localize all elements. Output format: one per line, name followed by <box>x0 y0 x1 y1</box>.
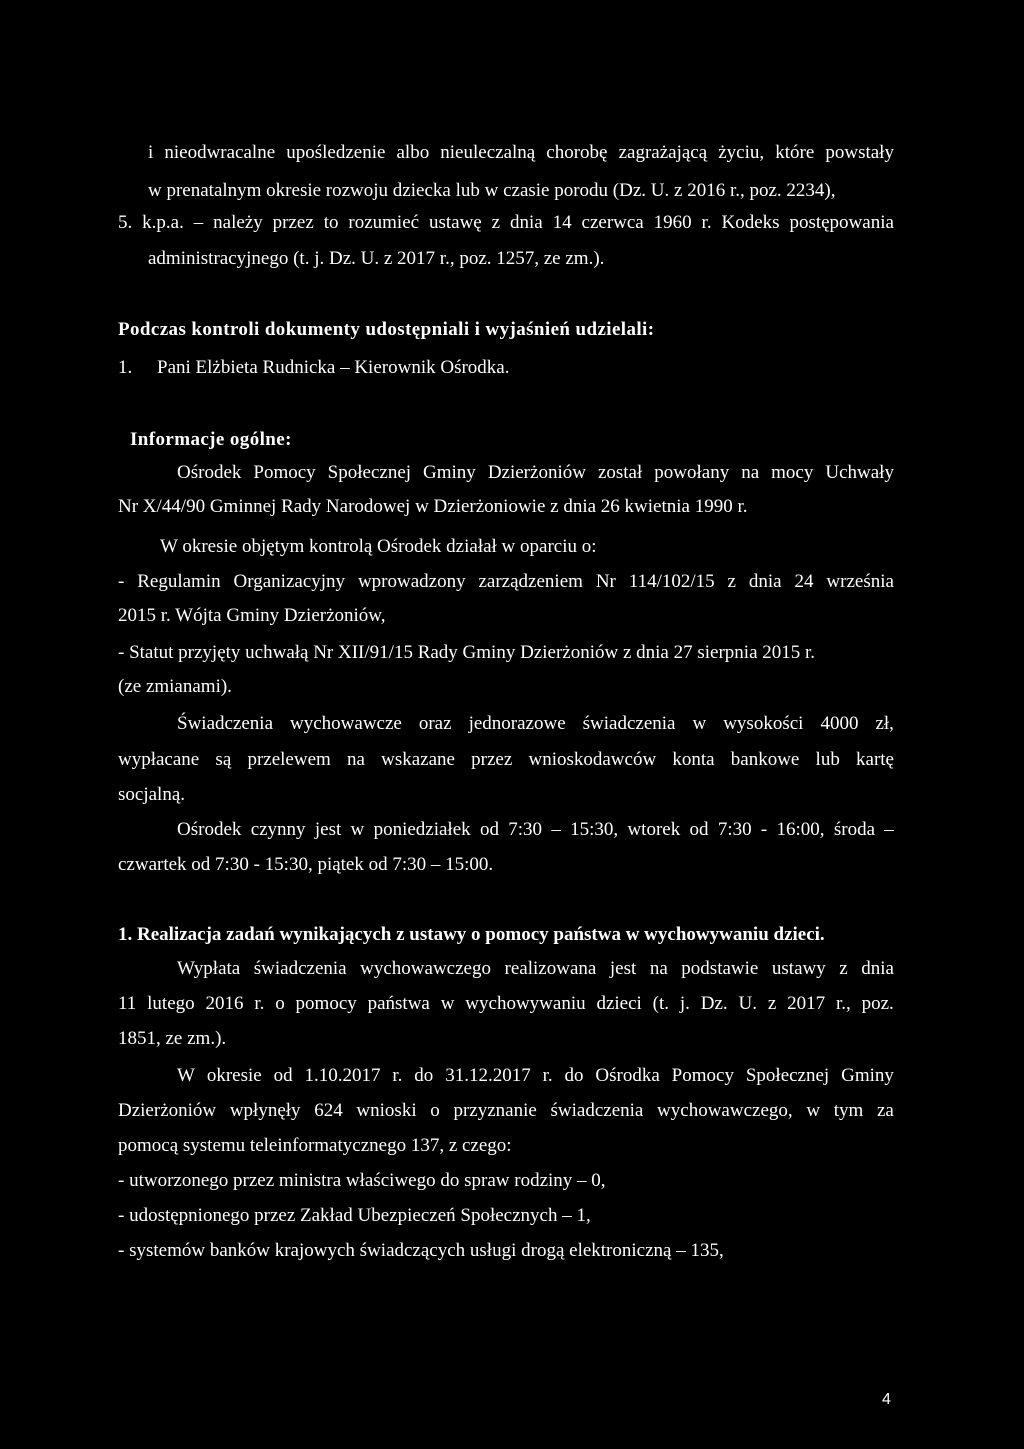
section1-p1-line-1: Wypłata świadczenia wychowawczego realizowana jest na podstawie ustawy z dnia <box>177 958 894 979</box>
general-p2-line-5: (ze zmianami). <box>118 676 232 697</box>
page-number: 4 <box>882 1391 891 1408</box>
section1-list-item-3: - systemów banków krajowych świadczących usługi drogą elektroniczną – 135, <box>118 1240 724 1261</box>
general-p1-line-2: Nr X/44/90 Gminnej Rady Narodowej w Dzierżoniowie z dnia 26 kwietnia 1990 r. <box>118 496 748 517</box>
general-p1-line-1: Ośrodek Pomocy Społecznej Gminy Dzierżoniów został powołany na mocy Uchwały <box>177 462 894 483</box>
section1-list-item-2: - udostępnionego przez Zakład Ubezpieczeń Społecznych – 1, <box>118 1205 591 1226</box>
general-p4-line-2: czwartek od 7:30 - 15:30, piątek od 7:30 – 15:00. <box>118 854 494 875</box>
inspection-item-text: Pani Elżbieta Rudnicka – Kierownik Ośrodka. <box>157 357 510 378</box>
section1-p2-line-3: pomocą systemu teleinformatycznego 137, z czego: <box>118 1135 512 1156</box>
section1-p2-line-1: W okresie od 1.10.2017 r. do 31.12.2017 r. do Ośrodka Pomocy Społecznej Gminy <box>177 1065 894 1086</box>
general-p2-line-1: W okresie objętym kontrolą Ośrodek działał w oparciu o: <box>160 536 597 557</box>
general-p3-line-1: Świadczenia wychowawcze oraz jednorazowe świadczenia w wysokości 4000 zł, <box>177 713 894 734</box>
section1-p2-line-2: Dzierżoniów wpłynęły 624 wnioski o przyznanie świadczenia wychowawczego, w tym za <box>118 1100 894 1121</box>
general-p2-line-2: - Regulamin Organizacyjny wprowadzony zarządzeniem Nr 114/102/15 z dnia 24 września <box>118 571 894 592</box>
inspection-heading: Podczas kontroli dokumenty udostępniali i wyjaśnień udzielali: <box>118 319 655 340</box>
general-p2-line-3: 2015 r. Wójta Gminy Dzierżoniów, <box>118 605 386 626</box>
general-heading: Informacje ogólne: <box>130 429 292 450</box>
section1-p1-line-3: 1851, ze zm.). <box>118 1028 227 1049</box>
general-p3-line-2: wypłacane są przelewem na wskazane przez wnioskodawców konta bankowe lub kartę <box>118 749 894 770</box>
section1-heading: 1. Realizacja zadań wynikających z ustawy o pomocy państwa w wychowywaniu dzieci. <box>118 924 825 945</box>
section1-p1-line-2: 11 lutego 2016 r. o pomocy państwa w wychowywaniu dzieci (t. j. Dz. U. z 2017 r., poz. <box>118 993 894 1014</box>
intro-line-4: administracyjnego (t. j. Dz. U. z 2017 r., poz. 1257, ze zm.). <box>148 248 605 269</box>
general-p2-line-4: - Statut przyjęty uchwałą Nr XII/91/15 Rady Gminy Dzierżoniów z dnia 27 sierpnia 2015 r. <box>118 642 816 663</box>
general-p3-line-3: socjalną. <box>118 784 186 805</box>
section1-list-item-1: - utworzonego przez ministra właściwego do spraw rodziny – 0, <box>118 1170 606 1191</box>
inspection-item-number: 1. <box>118 357 133 378</box>
intro-line-2: w prenatalnym okresie rozwoju dziecka lub w czasie porodu (Dz. U. z 2016 r., poz. 2234), <box>148 180 836 201</box>
intro-line-3: 5. k.p.a. – należy przez to rozumieć ustawę z dnia 14 czerwca 1960 r. Kodeks postępowania <box>118 212 894 233</box>
intro-line-1: i nieodwracalne upośledzenie albo nieuleczalną chorobę zagrażającą życiu, które powstały <box>148 142 894 163</box>
general-p4-line-1: Ośrodek czynny jest w poniedziałek od 7:30 – 15:30, wtorek od 7:30 - 16:00, środa – <box>177 819 894 840</box>
